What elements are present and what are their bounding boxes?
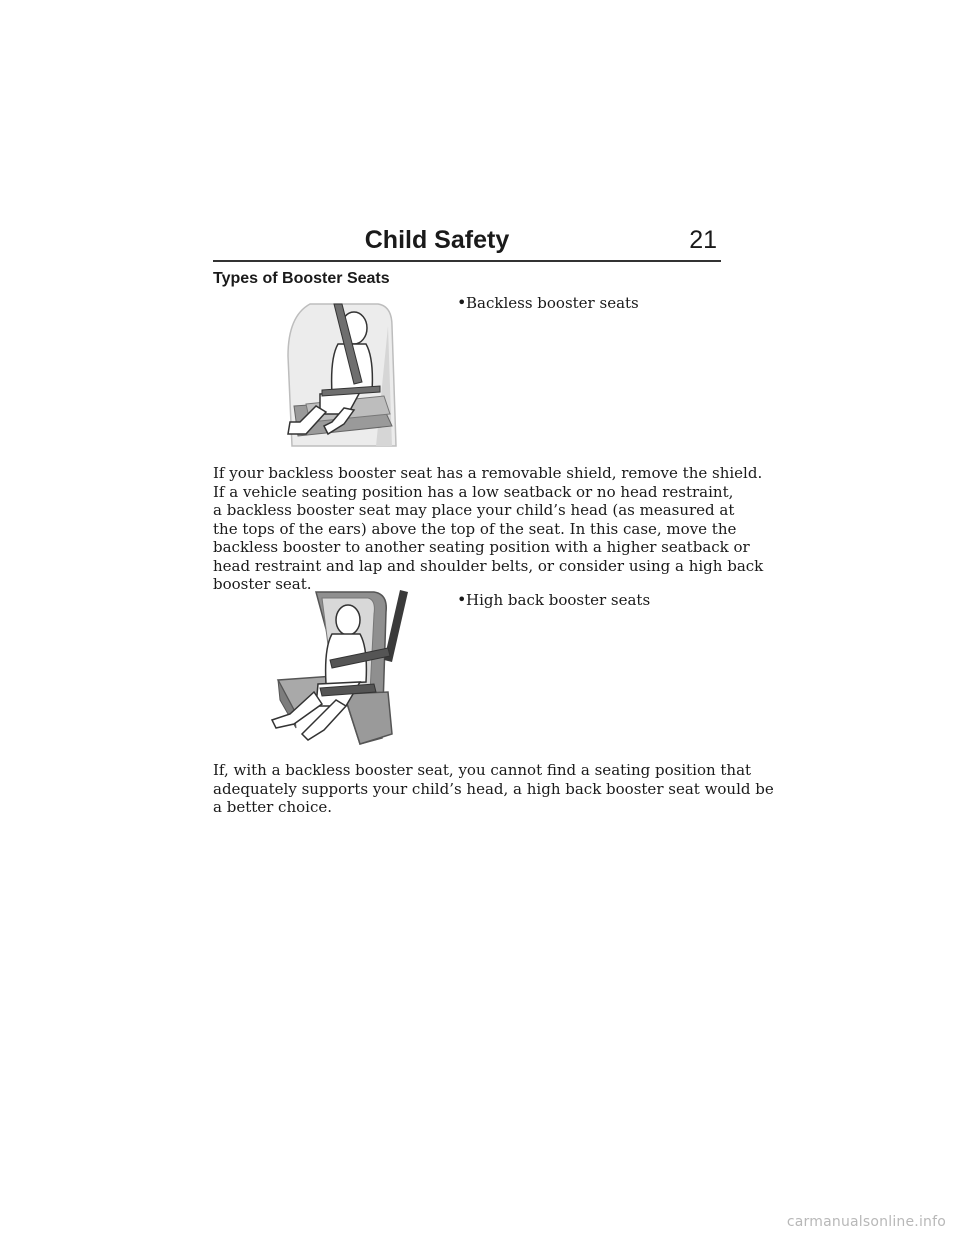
paragraph-line: If your backless booster seat has a removable shield, remove the shield. xyxy=(213,464,763,482)
bullet-high-back xyxy=(457,590,651,609)
backless-booster-illustration xyxy=(280,296,402,454)
paragraph-line: head restraint and lap and shoulder belts, or consider using a high back xyxy=(213,556,764,575)
high-back-booster-illustration xyxy=(264,588,414,748)
section-heading: Types of Booster Seats xyxy=(213,270,390,287)
bullet-dot: • xyxy=(457,293,467,312)
paragraph-high-back xyxy=(213,761,774,817)
bullet-backless-label: Backless booster seats xyxy=(466,294,639,312)
header-rule xyxy=(213,260,721,262)
paragraph-line: a backless booster seat may place your child’s head (as measured at xyxy=(213,501,735,519)
bullet-high-back-label: High back booster seats xyxy=(466,591,651,609)
paragraph-line: the tops of the ears) above the top of the seat. In this case, move the xyxy=(213,519,737,538)
paragraph-line: backless booster to another seating position with a higher seatback or xyxy=(213,538,750,556)
paragraph-line: booster seat. xyxy=(213,575,312,593)
page-number: 21 xyxy=(689,226,717,254)
bullet-backless xyxy=(457,293,639,312)
paragraph-backless xyxy=(213,464,764,594)
page-header xyxy=(213,226,721,260)
paragraph-line: If, with a backless booster seat, you cannot find a seating position that xyxy=(213,761,752,779)
page-title: Child Safety xyxy=(364,226,510,254)
bullet-dot: • xyxy=(457,590,467,609)
paragraph-line: adequately supports your child’s head, a high back booster seat would be xyxy=(213,779,774,798)
paragraph-line: a better choice. xyxy=(213,798,332,816)
paragraph-line: If a vehicle seating position has a low seatback or no head restraint, xyxy=(213,482,734,501)
watermark: carmanualsonline.info xyxy=(786,1214,946,1230)
